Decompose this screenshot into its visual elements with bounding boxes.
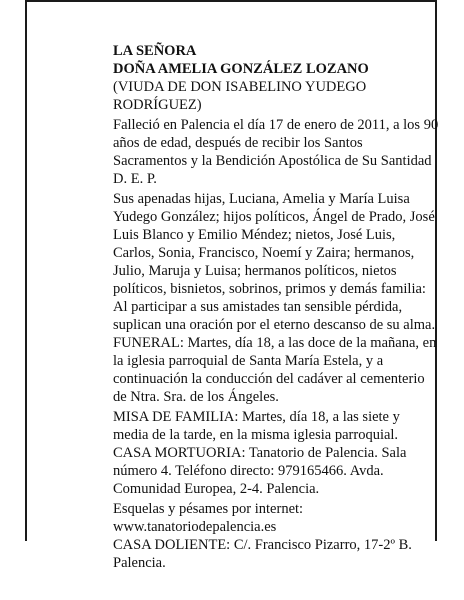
request-paragraph bbox=[113, 298, 436, 334]
death-line: Falleció en Palencia el día 17 de enero de 2011, a los 90 bbox=[113, 117, 439, 133]
family-line: Julio, Maruja y Luisa; hermanos políticos, nietos bbox=[113, 263, 397, 279]
funeral-line: de Ntra. Sra. de los Ángeles. bbox=[113, 389, 279, 405]
website-link[interactable]: www.tanatoriodepalencia.es bbox=[113, 519, 277, 535]
death-line: D. E. P. bbox=[113, 171, 157, 187]
family-paragraph bbox=[113, 190, 435, 298]
funeral-line: FUNERAL: Martes, día 18, a las doce de la mañana, en bbox=[113, 335, 437, 351]
funeral-home-line: CASA MORTUORIA: Tanatorio de Palencia. Sala bbox=[113, 445, 407, 461]
death-line: Sacramentos y la Bendición Apostólica de Su Santidad bbox=[113, 153, 432, 169]
obituary-notice bbox=[113, 42, 439, 572]
deceased-name: DOÑA AMELIA GONZÁLEZ LOZANO bbox=[113, 61, 369, 77]
family-line: Sus apenadas hijas, Luciana, Amelia y María Luisa bbox=[113, 191, 410, 207]
internet-line: Esquelas y pésames por internet: bbox=[113, 501, 304, 517]
notice-header bbox=[113, 42, 413, 114]
death-line: años de edad, después de recibir los Santos bbox=[113, 135, 363, 151]
mourning-house-line: Palencia. bbox=[113, 555, 166, 571]
funeral-home-line: número 4. Teléfono directo: 979165466. Avda. bbox=[113, 463, 384, 479]
funeral-line: la iglesia parroquial de Santa María Estela, y a bbox=[113, 353, 384, 369]
title-line: LA SEÑORA bbox=[113, 43, 197, 59]
funeral-home-line: Comunidad Europea, 2-4. Palencia. bbox=[113, 481, 320, 497]
death-paragraph bbox=[113, 116, 439, 188]
funeral-home-paragraph bbox=[113, 444, 413, 498]
request-line: Al participar a sus amistades tan sensible pérdida, bbox=[113, 299, 403, 315]
request-line: suplican una oración por el eterno descanso de su alma. bbox=[113, 317, 436, 333]
family-mass-line: MISA DE FAMILIA: Martes, día 18, a las siete y bbox=[113, 409, 400, 425]
mourning-house-paragraph bbox=[113, 536, 413, 572]
subtitle-line: (VIUDA DE DON ISABELINO YUDEGO bbox=[113, 79, 367, 95]
family-line: políticos, bisnietos, sobrinos, primos y demás familia: bbox=[113, 281, 426, 297]
mourning-house-line: CASA DOLIENTE: C/. Francisco Pizarro, 17-2º B. bbox=[113, 537, 412, 553]
internet-paragraph bbox=[113, 500, 413, 536]
family-line: Carlos, Sonia, Francisco, Noemí y Zaira; hermanos, bbox=[113, 245, 415, 261]
family-mass-paragraph bbox=[113, 408, 413, 444]
funeral-paragraph bbox=[113, 334, 437, 406]
funeral-line: continuación la conducción del cadáver al cementerio bbox=[113, 371, 425, 387]
family-line: Luis Blanco y Emilio Méndez; nietos, José Luis, bbox=[113, 227, 396, 243]
subtitle-line: RODRÍGUEZ) bbox=[113, 97, 202, 113]
family-mass-line: media de la tarde, en la misma iglesia parroquial. bbox=[113, 427, 399, 443]
family-line: Yudego González; hijos políticos, Ángel de Prado, José bbox=[113, 209, 435, 225]
